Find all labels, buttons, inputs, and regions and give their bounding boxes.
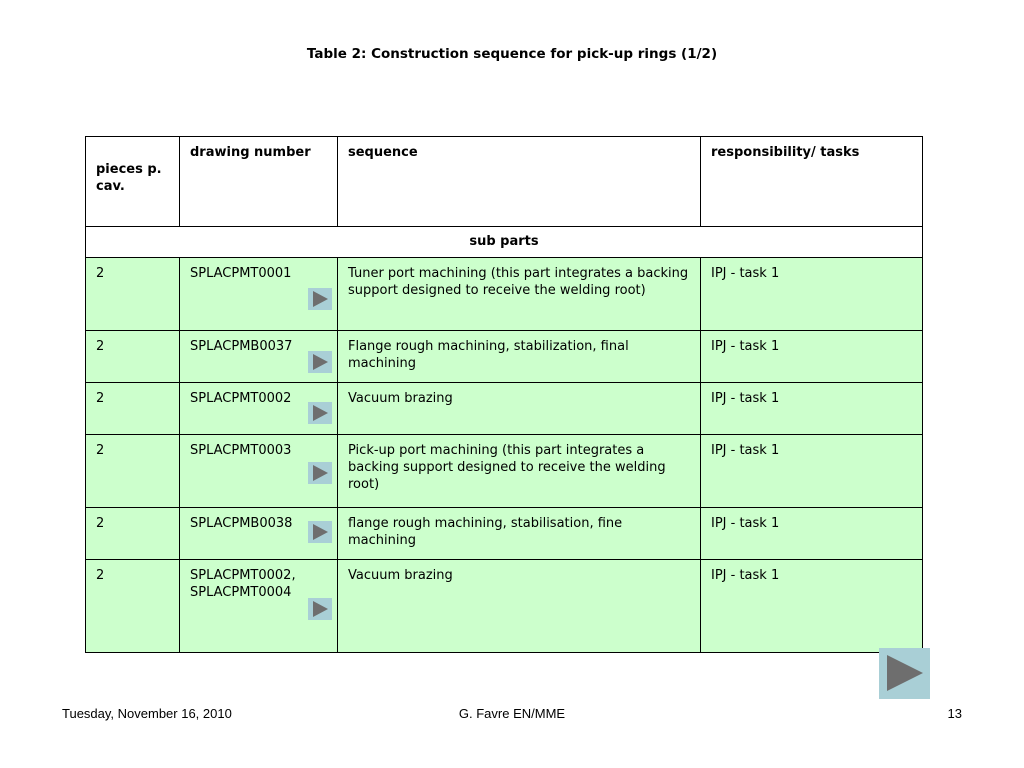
cell-task: IPJ - task 1 <box>701 331 923 383</box>
drawing-number-text: SPLACPMB0038 <box>190 516 293 531</box>
table-row <box>86 258 923 331</box>
drawing-number-text: SPLACPMB0037 <box>190 339 293 354</box>
cell-sequence: Tuner port machining (this part integrates a backing support designed to receive the welding root) <box>338 258 701 331</box>
footer-date: Tuesday, November 16, 2010 <box>62 706 232 721</box>
cell-drawing-number <box>180 435 338 508</box>
drawing-number-text: SPLACPMT0001 <box>190 266 292 281</box>
play-arrow-icon[interactable] <box>308 288 332 310</box>
cell-drawing-number <box>180 258 338 331</box>
cell-sequence: Vacuum brazing <box>338 560 701 653</box>
cell-pieces: 2 <box>86 331 180 383</box>
cell-task: IPJ - task 1 <box>701 560 923 653</box>
cell-drawing-number <box>180 560 338 653</box>
header-sequence: sequence <box>338 137 701 227</box>
cell-task: IPJ - task 1 <box>701 383 923 435</box>
cell-drawing-number <box>180 331 338 383</box>
header-pieces: pieces p. cav. <box>86 137 180 227</box>
play-arrow-icon[interactable] <box>308 402 332 424</box>
cell-sequence: Vacuum brazing <box>338 383 701 435</box>
play-arrow-icon[interactable] <box>308 598 332 620</box>
table-header-row <box>86 137 923 227</box>
table-row <box>86 383 923 435</box>
header-responsibility: responsibility/ tasks <box>701 137 923 227</box>
drawing-number-text: SPLACPMT0002, SPLACPMT0004 <box>190 568 296 600</box>
cell-sequence: Flange rough machining, stabilization, final machining <box>338 331 701 383</box>
cell-task: IPJ - task 1 <box>701 435 923 508</box>
table-row <box>86 508 923 560</box>
cell-pieces: 2 <box>86 383 180 435</box>
table-row <box>86 435 923 508</box>
page-number: 13 <box>947 706 962 721</box>
play-arrow-icon[interactable] <box>308 462 332 484</box>
next-arrow-icon[interactable] <box>879 648 930 699</box>
play-arrow-icon[interactable] <box>308 521 332 543</box>
table-row <box>86 331 923 383</box>
cell-task: IPJ - task 1 <box>701 258 923 331</box>
cell-pieces: 2 <box>86 435 180 508</box>
drawing-number-text: SPLACPMT0003 <box>190 443 292 458</box>
table-row <box>86 560 923 653</box>
header-drawing-number: drawing number <box>180 137 338 227</box>
cell-drawing-number <box>180 383 338 435</box>
cell-drawing-number <box>180 508 338 560</box>
footer-author: G. Favre EN/MME <box>458 706 566 721</box>
cell-task: IPJ - task 1 <box>701 508 923 560</box>
cell-pieces: 2 <box>86 560 180 653</box>
cell-pieces: 2 <box>86 258 180 331</box>
play-arrow-icon[interactable] <box>308 351 332 373</box>
subparts-label: sub parts <box>86 227 923 258</box>
construction-sequence-table <box>85 136 923 653</box>
cell-sequence: flange rough machining, stabilisation, fine machining <box>338 508 701 560</box>
subparts-header-row <box>86 227 923 258</box>
page-title: Table 2: Construction sequence for pick-up rings (1/2) <box>306 46 718 62</box>
cell-pieces: 2 <box>86 508 180 560</box>
drawing-number-text: SPLACPMT0002 <box>190 391 292 406</box>
cell-sequence: Pick-up port machining (this part integrates a backing support designed to receive the welding root) <box>338 435 701 508</box>
